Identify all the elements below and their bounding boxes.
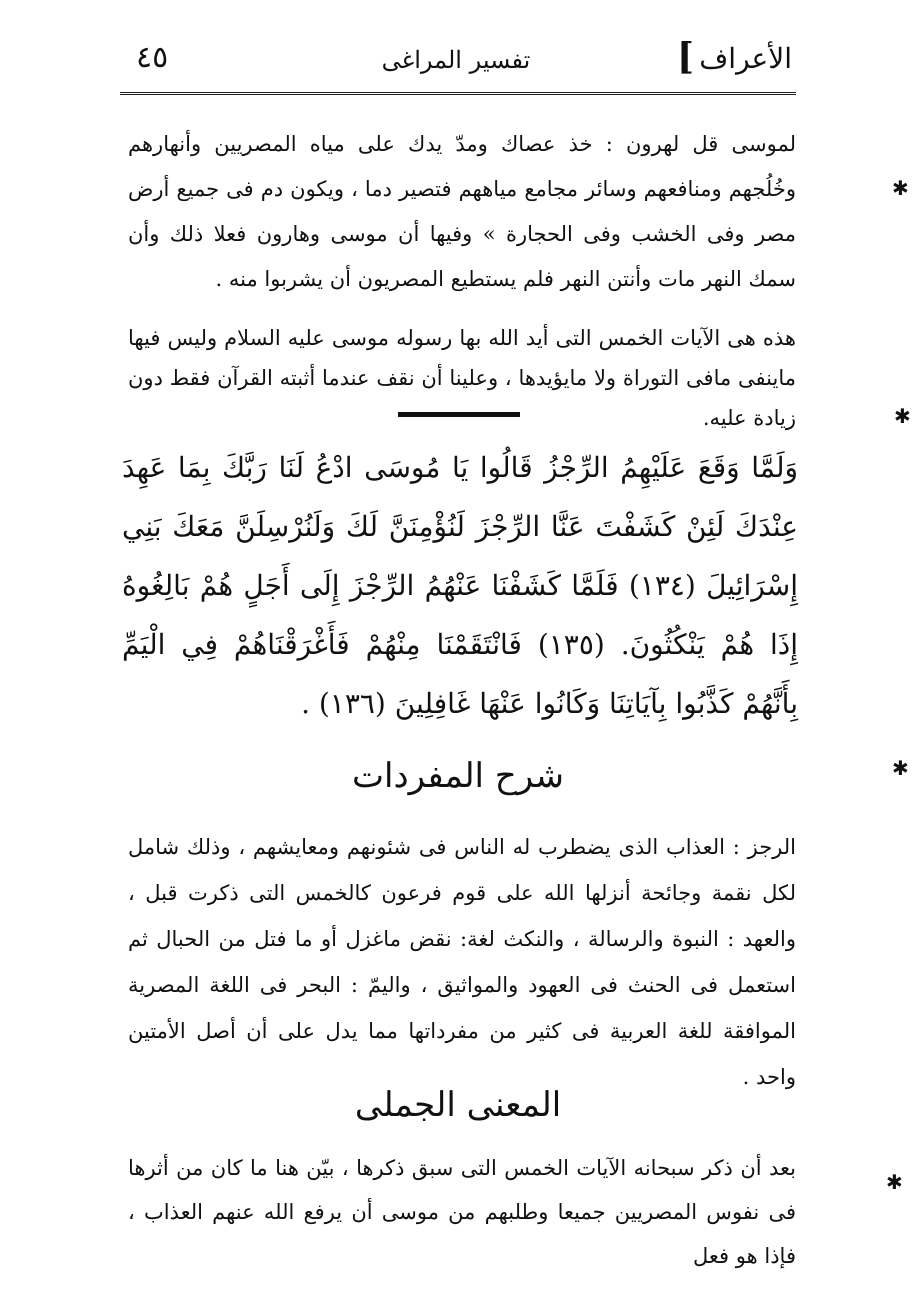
surah-name: الأعراف xyxy=(699,42,792,75)
margin-ornament-icon: ✱ xyxy=(892,756,909,780)
vocabulary-paragraph: الرجز : العذاب الذى يضطرب له الناس فى شئونهم ومعايشهم ، وذلك شامل لكل نقمة وجائحة أنزلها الله على قوم فرعون كالخمس التى ذكرت قبل ، والعهد : النبوة والرسالة ، والنكث لغة: نقض ماغزل أو ما فتل من الحبال ثم استعمل فى الحنث فى العهود والمواثيق ، واليمّ : البحر فى اللغة المصرية الموافقة للغة العربية فى كثير من مفرداتها مما يدل على أن أصل الأمتين واحد . xyxy=(128,835,796,1089)
summary-paragraph: هذه هى الآيات الخمس التى أيد الله بها رسوله موسى عليه السلام وليس فيها ماينفى مافى التوراة ولا مايؤيدها ، وعلينا أن نقف عندما أثبته القرآن فقط دون زيادة عليه. xyxy=(128,326,796,430)
header-bracket: ] xyxy=(676,36,694,78)
margin-ornament-icon: ✱ xyxy=(892,176,909,200)
margin-ornament-icon: ✱ xyxy=(894,404,911,428)
vocabulary-heading: شرح المفردات xyxy=(351,756,565,796)
margin-ornament-icon: ✱ xyxy=(886,1170,903,1194)
intro-paragraph: لموسى قل لهرون : خذ عصاك ومدّ يدك على مياه المصريين وأنهارهم وخُلُجهم ومنافعهم وسائر مجامع مياههم فتصير دما ، ويكون دم فى جميع أرض مصر وفى الخشب وفى الحجارة » وفيها أن موسى وهارون فعلا ذلك وأن سمك النهر مات وأنتن النهر فلم يستطيع المصريون أن يشربوا منه . xyxy=(128,132,796,291)
page-header xyxy=(120,38,792,88)
section-separator xyxy=(398,412,520,417)
header-divider xyxy=(120,92,796,95)
book-title: تفسير المراغى xyxy=(381,46,531,74)
page-number: ٤٥ xyxy=(136,40,169,75)
general-meaning-paragraph: بعد أن ذكر سبحانه الآيات الخمس التى سبق ذكرها ، بيّن هنا ما كان من أثرها فى نفوس المصريين جميعا وطلبهم من موسى أن يرفع الله عنهم العذاب ، فإذا هو فعل xyxy=(128,1156,796,1268)
quran-verses: وَلَمَّا وَقَعَ عَلَيْهِمُ الرِّجْزُ قَالُوا يَا مُوسَى ادْعُ لَنَا رَبَّكَ بِمَا عَهِدَ عِنْدَكَ لَئِنْ كَشَفْتَ عَنَّا الرِّجْزَ لَنُؤْمِنَنَّ لَكَ وَلَنُرْسِلَنَّ مَعَكَ بَنِي إِسْرَائِيلَ (١٣٤) فَلَمَّا كَشَفْنَا عَنْهُمُ الرِّجْزَ إِلَى أَجَلٍ هُمْ بَالِغُوهُ إِذَا هُمْ يَنْكُثُونَ. (١٣٥) فَانْتَقَمْنَا مِنْهُمْ فَأَغْرَقْنَاهُمْ فِي الْيَمِّ بِأَنَّهُمْ كَذَّبُوا بِآيَاتِنَا وَكَانُوا عَنْهَا غَافِلِينَ (١٣٦) . xyxy=(122,451,799,720)
general-meaning-heading: المعنى الجملى xyxy=(354,1085,562,1125)
